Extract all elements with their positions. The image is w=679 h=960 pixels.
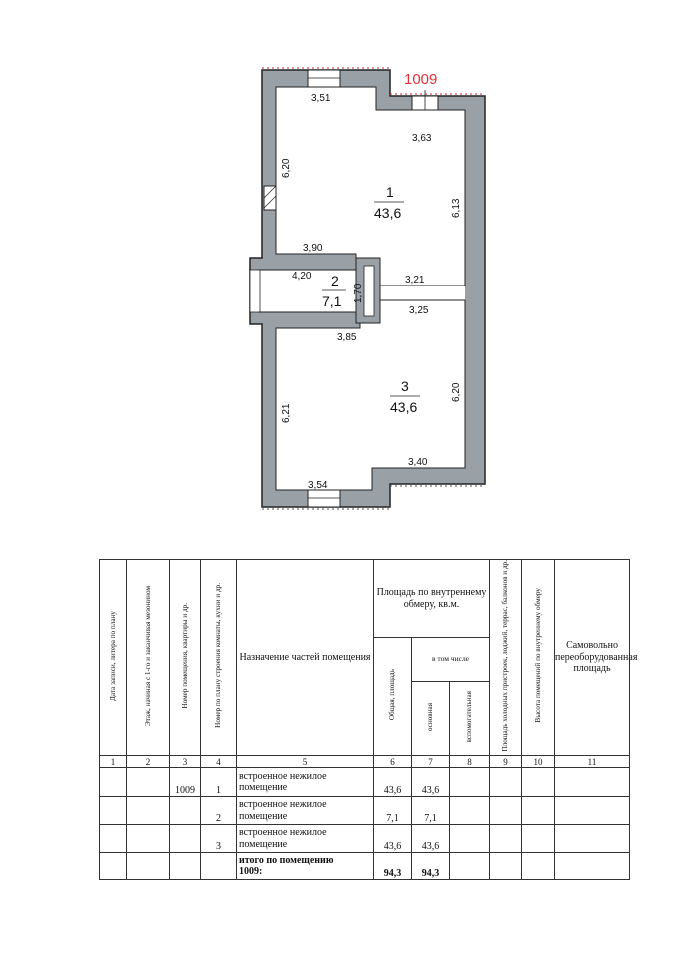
dim-room3-right: 6,20: [451, 382, 462, 402]
room-3-area: 43,6: [390, 399, 418, 415]
dim-room1-left: 6,20: [281, 158, 292, 178]
dim-bottom-left: 3,54: [308, 480, 328, 491]
header-premise-number: Номер помещения, квартиры и др.: [170, 560, 201, 756]
header-floor: Этаж, начиная с 1-го и заканчивая мезонином: [127, 560, 170, 756]
header-aux-area: вспомогательная: [450, 682, 490, 756]
header-of-which: в том числе: [412, 638, 490, 682]
dim-room1-bottom-right: 3,21: [405, 275, 425, 286]
dim-hall-side: 1,70: [353, 283, 364, 303]
entry-opening: [250, 270, 260, 312]
room-3-interior: [276, 300, 465, 490]
header-total-area: Общая, площадь: [374, 638, 412, 756]
window-bottom: [308, 490, 340, 507]
room-3-number: 3: [401, 378, 409, 394]
column-number-row: 1 2 3 4 5 6 7 8 9 10 11: [100, 756, 630, 768]
dim-hall-top: 4,20: [292, 271, 312, 282]
window-top-left: [308, 70, 340, 87]
table-row: 3 встроенное нежилое помещение 43,6 43,6: [100, 825, 630, 853]
header-area-group: Площадь по внутреннему обмеру, кв.м.: [374, 560, 490, 638]
dim-room3-left: 6,21: [281, 403, 292, 423]
room-2-passage: [380, 286, 465, 300]
header-unauthorized: Самовольно переоборудованная площадь: [555, 560, 630, 756]
vent-shaft: [264, 186, 276, 210]
total-row: итого по помещению 1009: 94,3 94,3: [100, 853, 630, 880]
header-plan-number: Номер по плану строения комнаты, кухни и др.: [201, 560, 237, 756]
room-1-area: 43,6: [374, 205, 402, 221]
table-row: 1009 1 встроенное нежилое помещение 43,6 43,6: [100, 768, 630, 797]
header-main-area: основная: [412, 682, 450, 756]
window-top-right: [412, 90, 438, 110]
header-purpose: Назначение частей помещения: [237, 560, 374, 756]
dim-hall-bottom: 3,85: [337, 332, 357, 343]
dim-top-left: 3,51: [311, 93, 331, 104]
unit-number-label: 1009: [404, 71, 438, 88]
room-2-area: 7,1: [322, 293, 342, 309]
dim-room3-top: 3,25: [409, 305, 429, 316]
table-row: 2 встроенное нежилое помещение 7,1 7,1: [100, 797, 630, 825]
room-1-number: 1: [386, 184, 394, 200]
header-record-date: Дата записи, литера по плану: [100, 560, 127, 756]
explication-table: [99, 559, 638, 880]
header-cold-annex: Площадь холодных пристроек, лоджий, террас, балконов и др.: [490, 560, 522, 756]
dim-room1-bottom-left: 3,90: [303, 243, 323, 254]
dim-room1-right: 6,13: [451, 198, 462, 218]
header-height: Высота помещений по внутреннему обмеру: [522, 560, 555, 756]
dim-room3-bottom-right: 3,40: [408, 457, 428, 468]
dim-top-right: 3,63: [412, 133, 432, 144]
room-2-number: 2: [331, 273, 339, 289]
hall-stub-inner: [364, 266, 374, 316]
